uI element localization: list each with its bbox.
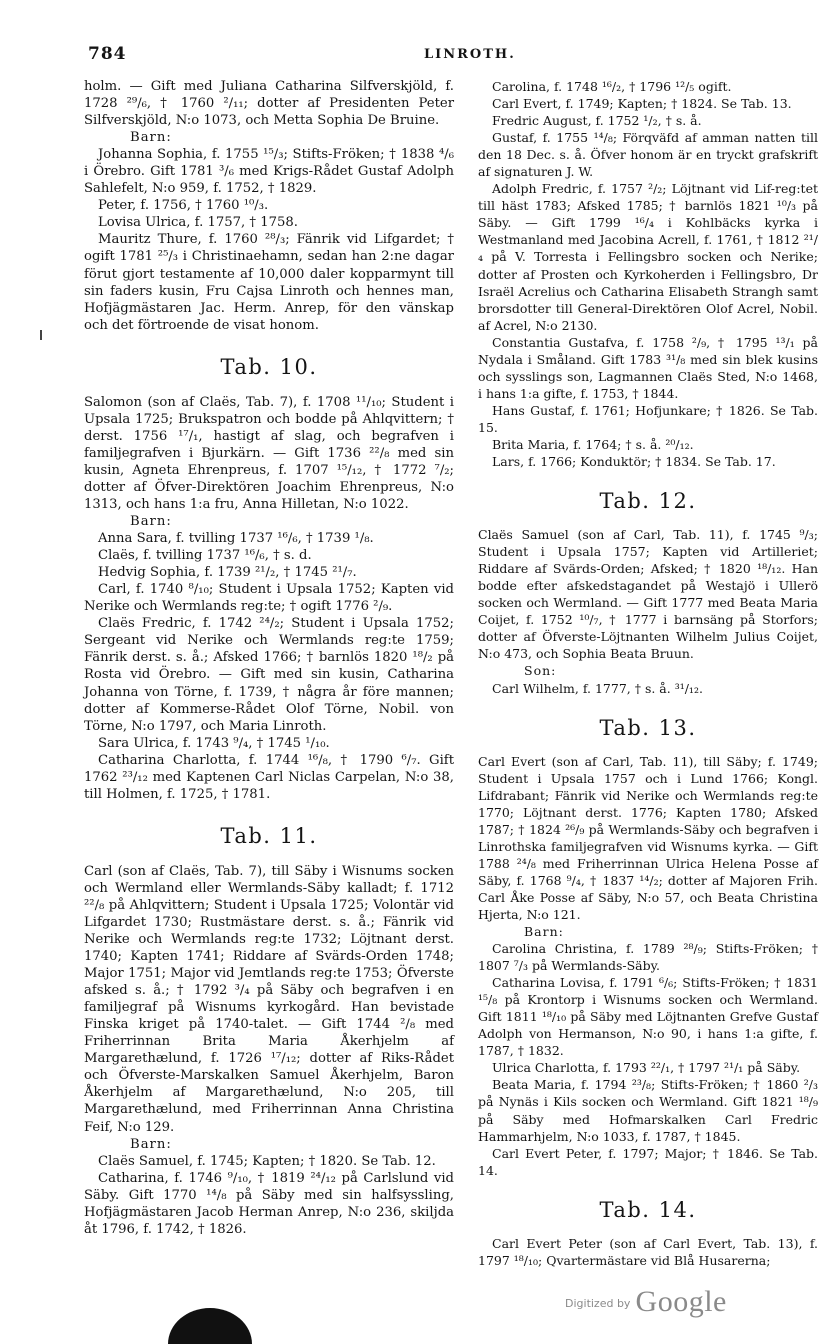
entry-paragraph: Hedvig Sophia, f. 1739 ²¹/₂, † 1745 ²¹/₇. — [98, 565, 357, 581]
entry-paragraph: Adolph Fredric, f. 1757 ²/₂; Löjtnant vid Lif-reg:tet till häst 1783; Afsked 1785; † barnlös 1821 ¹⁰/₃ på Säby. — Gift 1799 ¹⁶/₄ i Kohlbäcks kyrka i Westmanland med Jacobina Acrell, f. 1761, † 1812 ²¹/₄ på V. Torresta i Fellingsbro socken och Nerike; dotter af Prosten och Kyrkoherden i Fellingsbro, Dr Israël Acrelius och Catharina Elisabeth Strangh samt brorsdotter till General-Direktören Olof Acrel, Nobil. af Acrel, N:o 2130. — [478, 181, 818, 333]
right-column — [478, 78, 818, 1269]
left-column — [84, 78, 454, 1238]
entry-paragraph: holm. — Gift med Juliana Catharina Silfverskjöld, f. 1728 ²⁹/₆, † 1760 ²/₁₁; dotter af Presidenten Peter Silfverskjöld, N:o 1073, och Metta Sophia De Bruine. — [84, 79, 454, 129]
entry-paragraph: Carl Evert, f. 1749; Kapten; † 1824. Se Tab. 13. — [492, 96, 792, 112]
entry-paragraph: Carl, f. 1740 ⁸/₁₀; Student i Upsala 1752; Kapten vid Nerike och Wermlands reg:te; † ogift 1776 ²/₉. — [84, 582, 454, 615]
entry-paragraph: Carl Evert (son af Carl, Tab. 11), till Säby; f. 1749; Student i Upsala 1757 och i Lund 1766; Kongl. Lifdrabant; Fänrik vid Nerike och Wermlands reg:te 1770; Löjtnant derst. 1776; Kapten 1780; Afsked 1787; † 1824 ²⁶/₉ på Wermlands-Säby och begrafven i Linrothska familjegrafven vid Wisnums kyrka. — Gift 1788 ²⁴/₈ med Friherrinnan Ulrica Helena Posse af Säby, f. 1768 ⁹/₄, † 1837 ¹⁴/₂; dotter af Majoren Frih. Carl Åke Posse af Säby, N:o 57, och Beata Christina Hjerta, N:o 121. — [478, 753, 818, 922]
entry-paragraph: Mauritz Thure, f. 1760 ²⁸/₃; Fänrik vid Lifgardet; † ogift 1781 ²⁵/₃ i Christinaehamn, sedan han 2:ne dagar förut gjort testamente af 10,000 daler kopparmynt till sin faders kusin, Fru Cajsa Linroth och hennes man, Hofjägmästaren Jac. Herm. Anrep, för den vänskap och det förtroende de visat honom. — [84, 232, 454, 333]
entry-paragraph: Catharina Lovisa, f. 1791 ⁶/₆; Stifts-Fröken; † 1831 ¹⁵/₈ på Krontorp i Wisnums socken och Wermland. Gift 1811 ¹⁸/₁₀ på Säby med Löjtnanten Grefve Gustaf Adolph von Hermanson, N:o 90, i hans 1:a gifte, f. 1787, † 1832. — [478, 975, 818, 1059]
page-header — [82, 44, 826, 66]
section-label: Barn: — [130, 1136, 172, 1152]
entry-paragraph: Claës Samuel, f. 1745; Kapten; † 1820. Se Tab. 12. — [98, 1153, 436, 1169]
section-label: Barn: — [130, 514, 172, 530]
page-number: 784 — [88, 44, 127, 64]
entry-paragraph: Carl Evert Peter, f. 1797; Major; † 1846. Se Tab. 14. — [478, 1145, 818, 1178]
entry-paragraph: Carl (son af Claës, Tab. 7), till Säby i Wisnums socken och Wermland eller Wermlands-Säby kalladt; f. 1712 ²²/₈ på Ahlqvittern; Student i Upsala 1725; Volontär vid Lifgardet 1730; Rustmästare derst. s. å.; Fänrik vid Nerike och Wermlands reg:te 1732; Löjtnant derst. 1740; Kapten 1741; Riddare af Svärds-Orden 1748; Major 1751; Major vid Jemtlands reg:te 1753; Öfverste afsked s. å.; † 1792 ³/₄ på Säby och begrafven i en familjegraf på Wisnums kyrkogård. Han bevistade Finska kriget på 1740-talet. — Gift 1744 ²/₈ med Friherrinnan Brita Maria Åkerhjelm af Margarethælund, f. 1726 ¹⁷/₁₂; dotter af Riks-Rådet och Öfverste-Marskalken Samuel Åkerhjelm, Baron Åkerhjelm af Margarethælund, N:o 205, till Margarethælund, med Friherrinnan Anna Christina Feif, N:o 129. — [84, 863, 454, 1135]
entry-paragraph: Salomon (son af Claës, Tab. 7), f. 1708 ¹¹/₁₀; Student i Upsala 1725; Brukspatron och bodde på Ahlqvittern; † derst. 1756 ¹⁷/₁, hastigt af slag, och begrafven i familjegrafven i Bjurkärn. — Gift 1736 ²²/₈ med sin kusin, Agneta Ehrenpreus, f. 1707 ¹⁵/₁₂, † 1772 ⁷/₂; dotter af Öfver-Direktören Joachim Ehrenpreus, N:o 1313, och hans 1:a fru, Anna Hilletan, N:o 1022. — [84, 394, 454, 512]
entry-paragraph: Catharina, f. 1746 ⁹/₁₀, † 1819 ²⁴/₁₂ på Carlslund vid Säby. Gift 1770 ¹⁴/₈ på Säby med sin halfsyssling, Hofjägmästaren Jacob Herman Anrep, N:o 236, skiljda åt 1796, f. 1742, † 1826. — [84, 1170, 454, 1237]
entry-paragraph: Ulrica Charlotta, f. 1793 ²²/₁, † 1797 ²¹/₁ på Säby. — [492, 1060, 801, 1076]
entry-paragraph: Claës Samuel (son af Carl, Tab. 11), f. 1745 ⁹/₃; Student i Upsala 1757; Kapten vid Artilleriet; Riddare af Svärds-Orden; Afsked; † 1820 ¹⁸/₁₂. Han bodde efter afskedstagandet på Westajö i Ullerö socken och Wermland. — Gift 1777 med Beata Maria Coijet, f. 1752 ¹⁰/₇, † 1777 i barnsäng på Storfors; dotter af Öfverste-Löjtnanten Wilhelm Julius Coijet, N:o 473, och Sophia Beata Bruun. — [478, 527, 818, 662]
entry-paragraph: Johanna Sophia, f. 1755 ¹⁵/₃; Stifts-Fröken; † 1838 ⁴/₆ i Örebro. Gift 1781 ³/₆ med Krigs-Rådet Gustaf Adolph Sahlefelt, N:o 959, f. 1752, † 1829. — [84, 147, 454, 197]
tab-heading: Tab. 14. — [599, 1197, 697, 1222]
digitized-prefix: Digitized by — [565, 1297, 631, 1310]
entry-paragraph: Constantia Gustafva, f. 1758 ²/₉, † 1795 ¹³/₁ på Nydala i Småland. Gift 1783 ³¹/₈ med sin blek kusins och sysslings son, Lagmannen Claës Sted, N:o 1468, i hans 1:a gifte, f. 1753, † 1844. — [478, 334, 818, 401]
google-logo: Google — [635, 1285, 727, 1318]
entry-paragraph: Carl Evert Peter (son af Carl Evert, Tab. 13), f. 1797 ¹⁸/₁₀; Qvartermästare vid Blå Husarerna; — [478, 1235, 818, 1268]
entry-paragraph: Lovisa Ulrica, f. 1757, † 1758. — [98, 215, 298, 231]
entry-paragraph: Gustaf, f. 1755 ¹⁴/₈; Förqväfd af amman natten till den 18 Dec. s. å. Öfver honom är en tryckt grafskrift af signaturen J. W. — [478, 130, 818, 180]
entry-paragraph: Carolina, f. 1748 ¹⁶/₂, † 1796 ¹²/₅ ogift. — [492, 79, 732, 94]
entry-paragraph: Carl Wilhelm, f. 1777, † s. å. ³¹/₁₂. — [492, 680, 703, 696]
entry-paragraph: Sara Ulrica, f. 1743 ⁹/₄, † 1745 ¹/₁₀. — [98, 735, 330, 751]
entry-paragraph: Hans Gustaf, f. 1761; Hofjunkare; † 1826. Se Tab. 15. — [478, 402, 818, 435]
entry-paragraph: Catharina Charlotta, f. 1744 ¹⁶/₈, † 1790 ⁶/₇. Gift 1762 ²³/₁₂ med Kaptenen Carl Niclas Carpelan, N:o 38, till Holmen, f. 1725, † 1781. — [84, 752, 454, 802]
entry-paragraph: Anna Sara, f. tvilling 1737 ¹⁶/₆, † 1739 ¹/₈. — [98, 531, 374, 547]
tab-heading: Tab. 11. — [220, 823, 318, 848]
tab-heading: Tab. 13. — [599, 715, 697, 740]
tab-heading: Tab. 12. — [599, 489, 697, 514]
entry-paragraph: Brita Maria, f. 1764; † s. å. ²⁰/₁₂. — [492, 436, 694, 452]
digitized-watermark — [565, 1285, 727, 1319]
entry-paragraph: Claës Fredric, f. 1742 ²⁴/₂; Student i Upsala 1752; Sergeant vid Nerike och Wermlands reg:te 1759; Fänrik derst. s. å.; Afsked 1766; † barnlös 1820 ¹⁸/₂ på Rosta vid Örebro. — Gift med sin kusin, Catharina Johanna von Törne, f. 1739, † några år före mannen; dotter af Kommerse-Rådet Olof Törne, Nobil. von Törne, N:o 1797, och Maria Linroth. — [84, 616, 454, 734]
entry-paragraph: Beata Maria, f. 1794 ²³/₈; Stifts-Fröken; † 1860 ²/₃ på Nynäs i Kils socken och Wermland. Gift 1821 ¹⁸/₉ på Säby med Hofmarskalken Carl Fredric Hammarhjelm, N:o 1033, f. 1787, † 1845. — [478, 1077, 818, 1144]
entry-paragraph: Fredric August, f. 1752 ¹/₂, † s. å. — [492, 113, 702, 129]
section-label: Son: — [524, 663, 557, 679]
entry-paragraph: Carolina Christina, f. 1789 ²⁸/₉; Stifts-Fröken; † 1807 ⁷/₃ på Wermlands-Säby. — [478, 941, 818, 974]
section-label: Barn: — [130, 130, 172, 146]
running-head: LINROTH. — [424, 47, 516, 62]
tab-heading: Tab. 10. — [220, 354, 318, 379]
section-label: Barn: — [524, 924, 564, 940]
margin-mark — [40, 330, 42, 340]
entry-paragraph: Peter, f. 1756, † 1760 ¹⁰/₃. — [98, 198, 269, 214]
entry-paragraph: Lars, f. 1766; Konduktör; † 1834. Se Tab. 17. — [492, 454, 776, 470]
entry-paragraph: Claës, f. tvilling 1737 ¹⁶/₆, † s. d. — [98, 548, 312, 564]
